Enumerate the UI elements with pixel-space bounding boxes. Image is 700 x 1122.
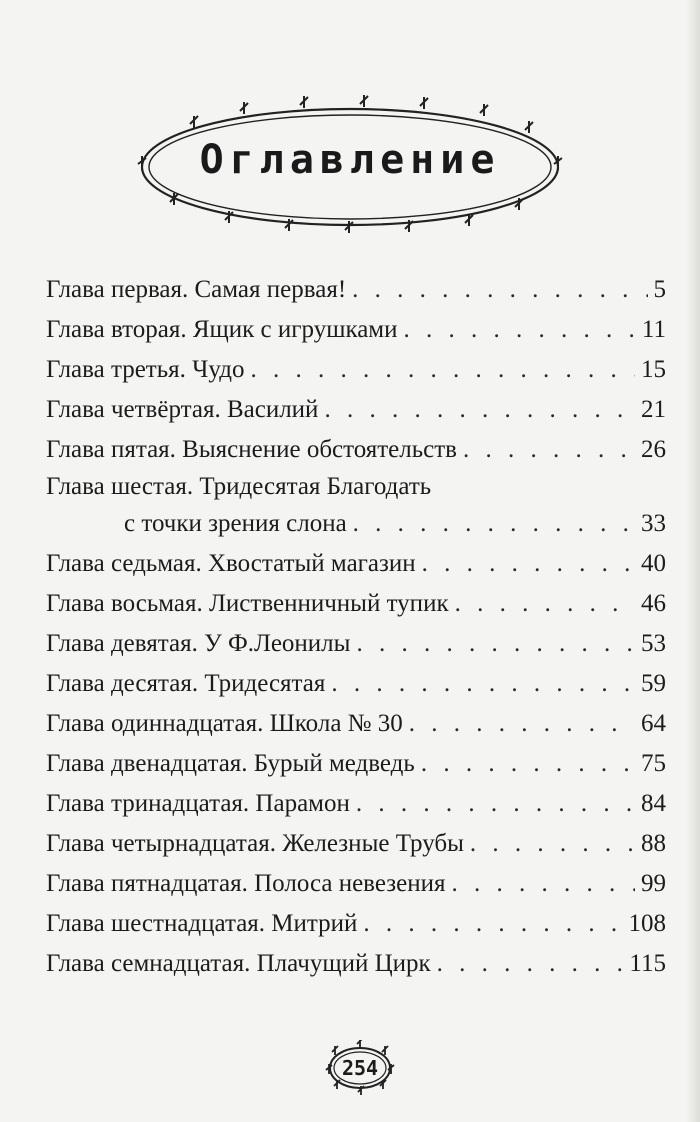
toc-entry-page: 26 [641, 436, 666, 463]
page-number: 254 [341, 1056, 379, 1080]
toc-entry [46, 310, 666, 350]
dot-leader [324, 390, 635, 430]
toc-entry-page: 88 [641, 830, 666, 857]
toc-entry-title: Глава четвёртая. Василий [46, 396, 319, 423]
toc-entry [46, 744, 666, 784]
page-edge-shadow [686, 0, 700, 1122]
toc-entry-page: 40 [641, 550, 666, 577]
toc-entry [46, 350, 666, 390]
toc-entry-page: 15 [641, 356, 666, 383]
toc-entry [46, 904, 666, 944]
toc-entry-page: 46 [641, 590, 666, 617]
toc-entry [46, 624, 666, 664]
dot-leader [363, 904, 622, 944]
toc-entry [46, 390, 666, 430]
toc-entry-title: Глава семнадцатая. Плачущий Цирк [46, 950, 431, 977]
toc-entry-title: Глава одиннадцатая. Школа № 30 [46, 710, 403, 737]
dot-leader [463, 430, 635, 470]
toc-entry-title-line2: с точки зрения слона [124, 510, 347, 537]
dot-leader [352, 270, 647, 310]
toc-entry-page: 84 [641, 790, 666, 817]
toc-entry [46, 664, 666, 704]
toc-entry-title: Глава тринадцатая. Парамон [46, 790, 350, 817]
dot-leader [421, 744, 635, 784]
toc-entry-title: Глава шестнадцатая. Митрий [46, 910, 358, 937]
dot-leader [409, 704, 635, 744]
toc-entry-title: Глава седьмая. Хвостатый магазин [46, 550, 416, 577]
toc-entry-title: Глава девятая. У Ф.Леонилы [46, 630, 351, 657]
toc-entry-page: 5 [653, 276, 666, 303]
dot-leader [437, 944, 624, 984]
toc-entry [46, 944, 666, 984]
toc-entry [46, 470, 666, 544]
toc-entry-page: 53 [641, 630, 666, 657]
toc-entry-page: 21 [641, 396, 666, 423]
dot-leader [251, 350, 635, 390]
toc-entry-title: Глава четырнадцатая. Железные Трубы [46, 830, 464, 857]
page-title: Оглавление [199, 137, 501, 183]
toc-entry-title: Глава восьмая. Лиственничный тупик [46, 590, 449, 617]
toc-entry [46, 864, 666, 904]
dot-leader [353, 504, 635, 544]
toc-entry-page: 64 [641, 710, 666, 737]
dot-leader [455, 584, 635, 624]
dot-leader [451, 864, 635, 904]
toc-entry-title: Глава пятая. Выяснение обстоятельств [46, 436, 457, 463]
toc-entry-continuation [46, 504, 666, 544]
toc-entry-title: Глава вторая. Ящик с игрушками [46, 316, 398, 343]
toc-entry-page: 115 [629, 950, 666, 977]
toc-entry [46, 544, 666, 584]
dot-leader [331, 664, 635, 704]
toc-entry-page: 33 [641, 510, 666, 537]
dot-leader [356, 784, 635, 824]
toc-entry-page: 99 [641, 870, 666, 897]
page-number-badge [320, 1040, 400, 1100]
toc-entry-page: 11 [641, 316, 666, 343]
toc-entry [46, 824, 666, 864]
table-of-contents [46, 270, 666, 984]
dot-leader [422, 544, 635, 584]
toc-entry-page: 75 [641, 750, 666, 777]
toc-entry [46, 784, 666, 824]
dot-leader [356, 624, 635, 664]
toc-entry-title: Глава пятнадцатая. Полоса невезения [46, 870, 446, 897]
toc-entry-page: 59 [641, 670, 666, 697]
title-frame [130, 92, 570, 242]
toc-entry-title: Глава третья. Чудо [46, 356, 245, 383]
toc-entry [46, 704, 666, 744]
toc-entry [46, 430, 666, 470]
toc-entry-title: Глава десятая. Тридесятая [46, 670, 326, 697]
toc-entry-title: Глава шестая. Тридесятая Благодать [46, 473, 432, 500]
dot-leader [470, 824, 635, 864]
toc-entry [46, 584, 666, 624]
toc-entry-title: Глава первая. Самая первая! [46, 276, 347, 303]
toc-entry [46, 270, 666, 310]
toc-entry-page: 108 [628, 910, 666, 937]
dot-leader [404, 310, 636, 350]
toc-entry-title: Глава двенадцатая. Бурый медведь [46, 750, 415, 777]
